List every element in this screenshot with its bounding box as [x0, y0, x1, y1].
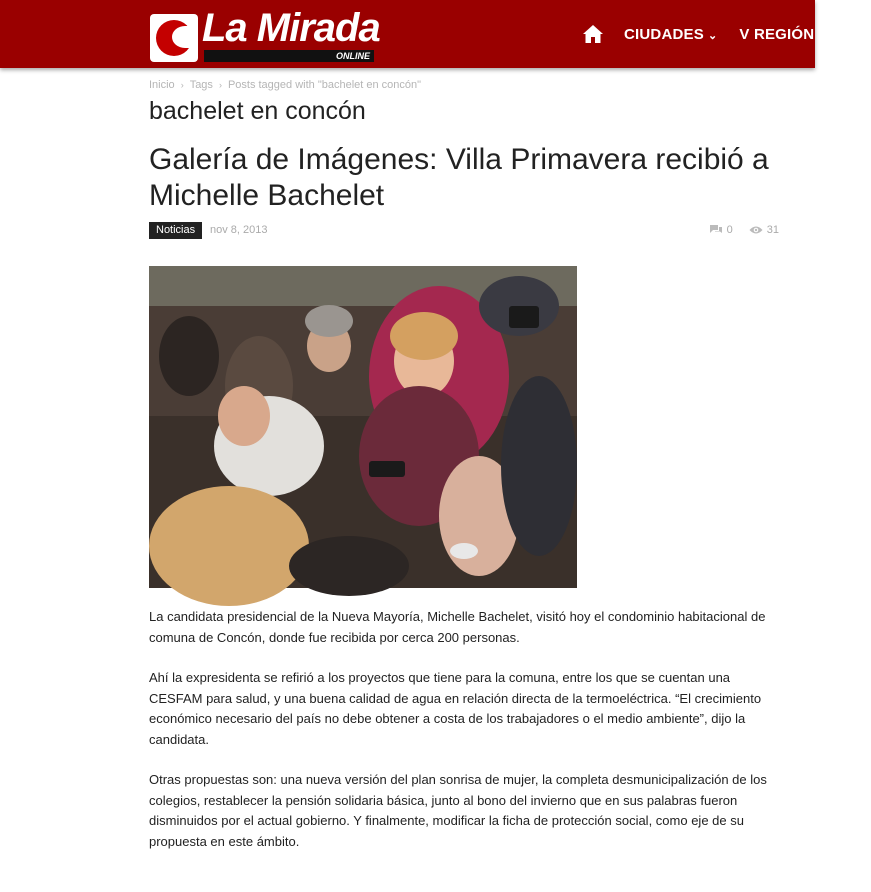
post-date: nov 8, 2013	[210, 224, 268, 236]
eye-icon	[749, 224, 763, 236]
paragraph: Ahí la expresidenta se refirió a los proyectos que tiene para la comuna, entre los que se cuentan una CESFAM para salud, y una buena calidad de agua en relación directa de la termoeléctrica. “El crecimiento económico necesario del país no debe obtener a costa de los trabajadores o el medio ambiente”, dijo la candidata.	[149, 670, 762, 747]
chevron-right-icon: ›	[180, 80, 184, 90]
nav-item-label: CIUDADES	[624, 25, 704, 43]
tag-title: bachelet en concón	[149, 97, 366, 125]
logo-subtitle: ONLINE	[204, 50, 374, 62]
featured-photo[interactable]	[149, 266, 577, 588]
comment-icon	[709, 224, 723, 236]
paragraph: La candidata presidencial de la Nueva Mayoría, Michelle Bachelet, visitó hoy el condominio habitacional de comuna de Concón, donde fue recibida por cerca 200 personas.	[149, 609, 766, 645]
breadcrumb	[149, 79, 421, 91]
site-header	[0, 0, 850, 68]
main-nav	[582, 0, 871, 68]
post-title[interactable]: Galería de Imágenes: Villa Primavera recibió a Michelle Bachelet	[149, 143, 769, 212]
post-meta	[149, 222, 779, 240]
post-content	[149, 607, 774, 872]
nav-item-label: V REGIÓN	[739, 25, 815, 43]
chevron-down-icon: ⌄	[707, 29, 718, 42]
breadcrumb-current: Posts tagged with "bachelet en concón"	[227, 79, 422, 91]
paragraph: Otras propuestas son: una nueva versión del plan sonrisa de mujer, la completa desmunicipalización de los colegios, restablecer la pensión solidaria básica, junto al bono del invierno que en sus palabras fueron disminuidos por el actual gobierno. Y finalmente, modificar la ficha de protección social, como eje de su propuesta en este ámbito.	[149, 772, 767, 849]
nav-item-v-region[interactable]	[739, 26, 814, 43]
category-badge[interactable]: Noticias	[149, 222, 202, 239]
view-count: 31	[766, 224, 779, 236]
breadcrumb-home-link[interactable]: Inicio	[149, 79, 175, 91]
logo-text: La Mirada	[202, 6, 380, 50]
nav-item-ciudades[interactable]	[624, 26, 717, 43]
nav-item-truncated[interactable]	[836, 26, 849, 43]
breadcrumb-tags-link[interactable]: Tags	[189, 79, 213, 91]
nav-item-label: M	[836, 25, 850, 43]
site-logo[interactable]	[150, 6, 380, 64]
post-stats	[709, 224, 779, 236]
logo-mark-icon	[150, 14, 198, 62]
home-icon[interactable]	[582, 23, 604, 45]
comment-count[interactable]: 0	[726, 224, 733, 236]
chevron-right-icon: ›	[218, 80, 222, 90]
